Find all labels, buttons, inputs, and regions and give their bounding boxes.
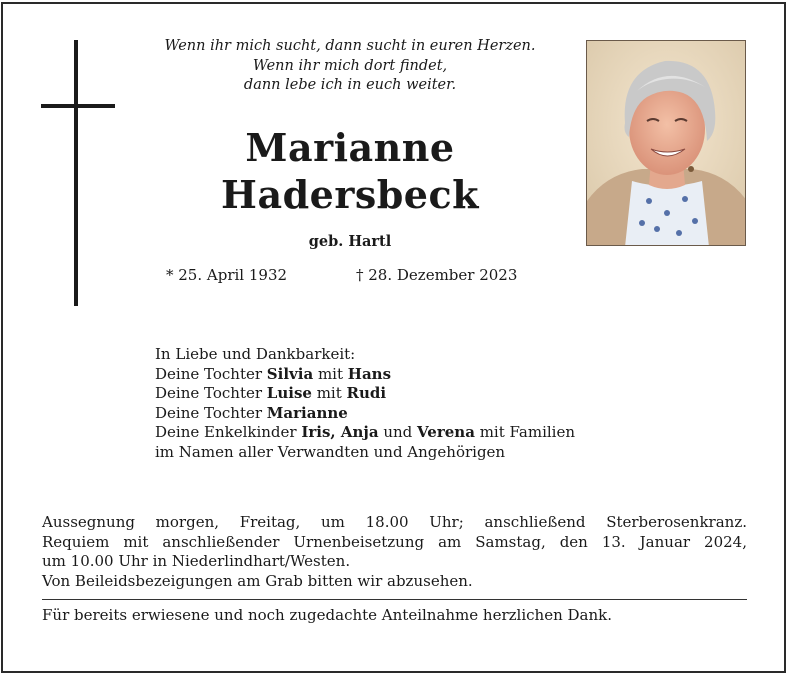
mourners-intro: In Liebe und Dankbarkeit:: [155, 345, 356, 363]
last-name: Hadersbeck: [221, 172, 479, 217]
poem-line: Wenn ihr mich sucht, dann sucht in euren Herzen.: [164, 38, 536, 54]
info-line: Aussegnung morgen, Freitag, um 18.00 Uhr; anschließend Sterberosenkranz.: [42, 513, 747, 531]
birth-date: * 25. April 1932: [166, 266, 288, 284]
first-name: Marianne: [245, 125, 455, 170]
death-date: † 28. Dezember 2023: [356, 266, 518, 284]
service-info: [42, 513, 747, 591]
mourner-line: Deine Tochter Marianne: [155, 403, 348, 422]
info-line: Von Beileidsbezeigungen am Grab bitten wir abzusehen.: [42, 571, 473, 590]
divider: [42, 599, 747, 600]
maiden-name: geb. Hartl: [308, 233, 392, 250]
thanks-line: Für bereits erwiesene und noch zugedachte Anteilnahme herzlichen Dank.: [42, 606, 612, 624]
info-line: Requiem mit anschließender Urnenbeisetzung am Samstag, den 13. Januar 2024,: [42, 532, 747, 551]
mourners-list: [155, 345, 575, 462]
poem-line: Wenn ihr mich dort findet,: [252, 57, 448, 74]
deceased-name: [180, 124, 520, 218]
poem-line: dann lebe ich in euch weiter.: [243, 77, 457, 93]
mourners-closing: im Namen aller Verwandten und Angehörigen: [155, 442, 506, 461]
portrait-photo: [586, 40, 746, 246]
mourner-line: Deine Enkelkinder Iris, Anja und Verena mit Familien: [155, 423, 575, 441]
poem: [120, 37, 580, 96]
mourner-line: Deine Tochter Luise mit Rudi: [155, 384, 387, 402]
portrait-image: [587, 41, 746, 246]
mourner-line: Deine Tochter Silvia mit Hans: [155, 364, 392, 383]
info-line: um 10.00 Uhr in Niederlindhart/Westen.: [42, 552, 351, 570]
